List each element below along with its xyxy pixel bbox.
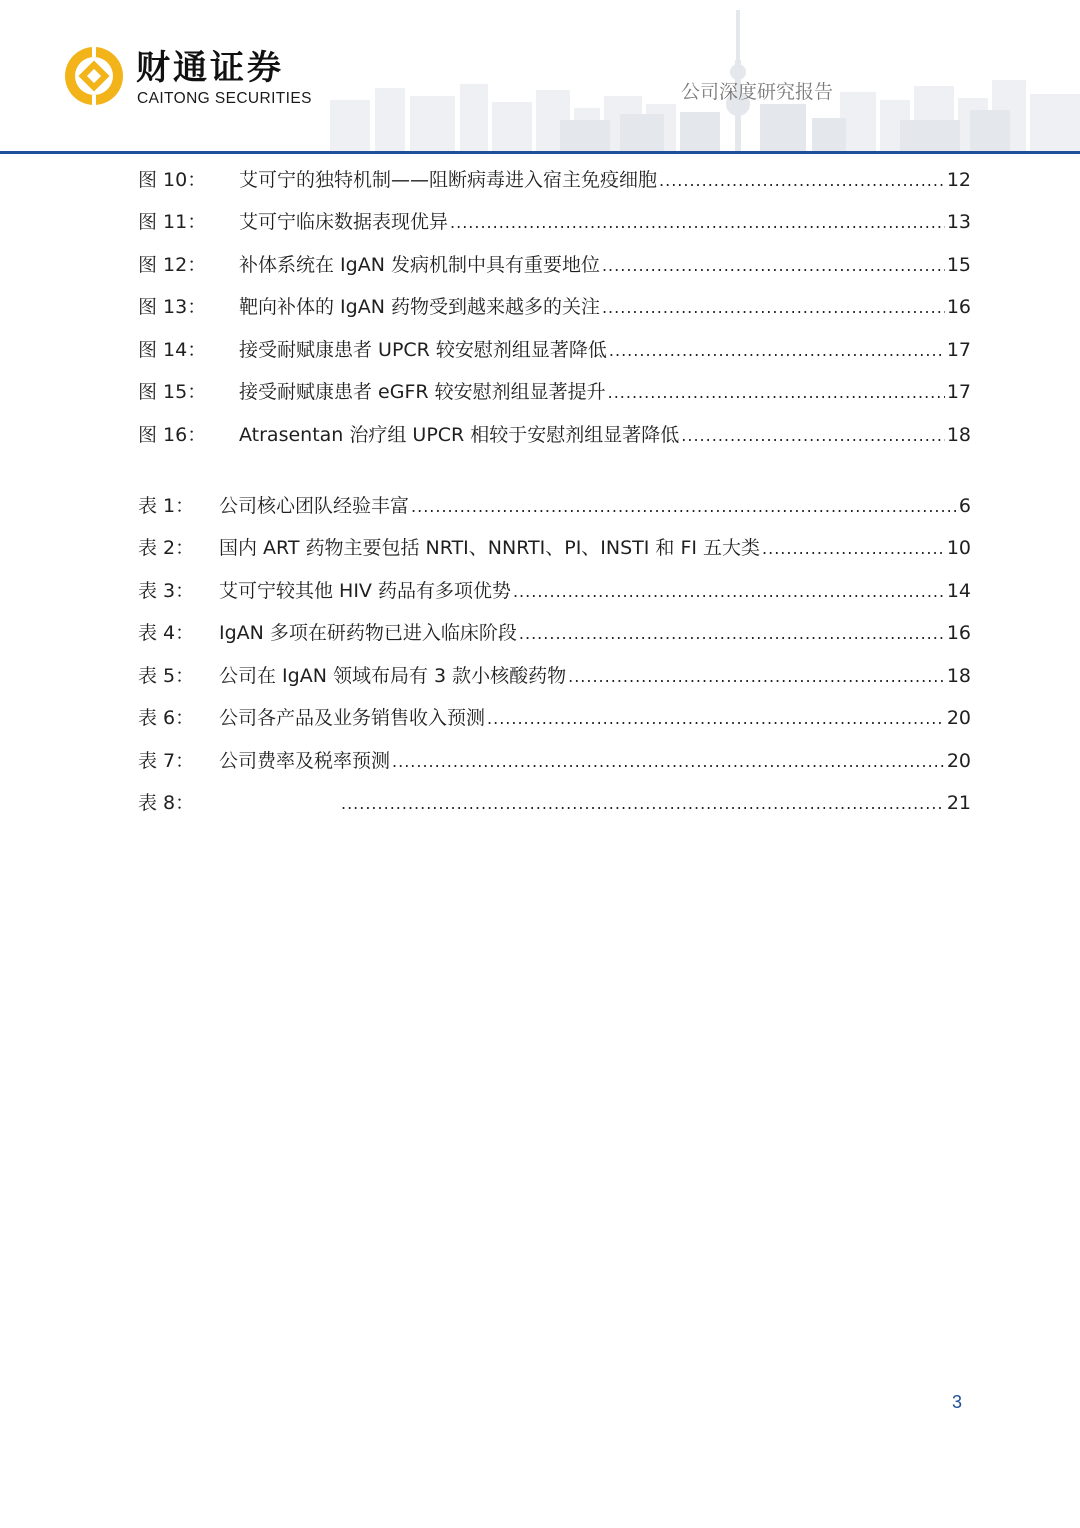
toc-page-number: 18 <box>946 424 971 446</box>
toc-page-number: 17 <box>946 381 971 403</box>
caitong-logo-icon <box>62 44 126 108</box>
toc-label: 图 15： <box>138 381 207 403</box>
toc-label: 图 13： <box>138 296 207 318</box>
toc-page-number: 20 <box>946 707 971 729</box>
toc-page-number: 16 <box>946 296 971 318</box>
dot-leader <box>602 293 945 323</box>
dot-leader <box>392 747 945 777</box>
toc-label: 图 14： <box>138 339 207 361</box>
toc-page-number: 15 <box>946 254 971 276</box>
dot-leader <box>513 577 945 607</box>
header-rule <box>0 151 1080 154</box>
toc-table-entry[interactable] <box>138 618 971 648</box>
dot-leader <box>608 378 945 408</box>
toc-label: 图 12： <box>138 254 207 276</box>
dot-leader <box>681 421 945 451</box>
toc-table-entry[interactable] <box>138 661 971 691</box>
logo-chinese-name: 财通证券 <box>136 48 284 88</box>
toc-figure-entry[interactable] <box>138 377 971 407</box>
toc-title: 艾可宁临床数据表现优异 <box>239 211 449 233</box>
toc-table-entry[interactable] <box>138 703 971 733</box>
toc-page-number: 21 <box>946 792 971 814</box>
dot-leader <box>609 336 945 366</box>
toc-title: 艾可宁较其他 HIV 药品有多项优势 <box>219 580 511 602</box>
toc-label: 图 10： <box>138 169 207 191</box>
toc-title: 接受耐赋康患者 UPCR 较安慰剂组显著降低 <box>239 339 607 361</box>
toc-page-number: 6 <box>958 495 971 517</box>
toc-title: 补体系统在 IgAN 发病机制中具有重要地位 <box>239 254 600 276</box>
dot-leader <box>487 704 945 734</box>
toc-title: 公司各产品及业务销售收入预测 <box>219 707 486 729</box>
dot-leader <box>411 492 957 522</box>
toc-title: 艾可宁的独特机制——阻断病毒进入宿主免疫细胞 <box>239 169 658 191</box>
toc-figure-entry[interactable] <box>138 207 971 237</box>
toc-label: 表 8： <box>138 792 195 814</box>
dot-leader <box>450 208 945 238</box>
dot-leader <box>568 662 945 692</box>
logo-english-name: CAITONG SECURITIES <box>137 90 312 107</box>
toc-table-entry[interactable] <box>138 788 971 818</box>
toc-page-number: 12 <box>946 169 971 191</box>
toc-title: 公司费率及税率预测 <box>219 750 391 772</box>
toc-page-number: 17 <box>946 339 971 361</box>
toc-label: 表 7： <box>138 750 195 772</box>
toc-label: 表 4： <box>138 622 195 644</box>
toc-label: 图 16： <box>138 424 207 446</box>
toc-page-number: 10 <box>946 537 971 559</box>
toc-title: IgAN 多项在研药物已进入临床阶段 <box>219 622 517 644</box>
dot-leader <box>659 166 945 196</box>
toc-table-entry[interactable] <box>138 491 971 521</box>
toc-title: Atrasentan 治疗组 UPCR 相较于安慰剂组显著降低 <box>239 424 680 446</box>
toc-page-number: 14 <box>946 580 971 602</box>
page-header <box>0 0 1080 156</box>
toc-title: 公司核心团队经验丰富 <box>219 495 410 517</box>
toc-label: 表 2： <box>138 537 195 559</box>
toc-title: 接受耐赋康患者 eGFR 较安慰剂组显著提升 <box>239 381 606 403</box>
dot-leader <box>602 251 945 281</box>
dot-leader <box>341 789 945 819</box>
toc-figure-entry[interactable] <box>138 292 971 322</box>
dot-leader <box>762 534 945 564</box>
toc-label: 图 11： <box>138 211 207 233</box>
toc-title: 国内 ART 药物主要包括 NRTI、NNRTI、PI、INSTI 和 FI 五大类 <box>219 537 761 559</box>
toc-label: 表 6： <box>138 707 195 729</box>
toc-table-entry[interactable] <box>138 533 971 563</box>
toc-title: 靶向补体的 IgAN 药物受到越来越多的关注 <box>239 296 600 318</box>
toc-page-number: 16 <box>946 622 971 644</box>
dot-leader <box>519 619 945 649</box>
toc-label: 表 3： <box>138 580 195 602</box>
report-type-label: 公司深度研究报告 <box>681 81 834 103</box>
page-number: 3 <box>951 1392 962 1412</box>
toc-page-number: 13 <box>946 211 971 233</box>
toc-title: 公司在 IgAN 领域布局有 3 款小核酸药物 <box>219 665 567 687</box>
toc-page-number: 18 <box>946 665 971 687</box>
toc-page-number: 20 <box>946 750 971 772</box>
toc-label: 表 1： <box>138 495 195 517</box>
toc-figure-entry[interactable] <box>138 165 971 195</box>
toc-table-entry[interactable] <box>138 746 971 776</box>
toc-figure-entry[interactable] <box>138 335 971 365</box>
toc-figure-entry[interactable] <box>138 250 971 280</box>
toc-figure-entry[interactable] <box>138 420 971 450</box>
toc-label: 表 5： <box>138 665 195 687</box>
toc-table-entry[interactable] <box>138 576 971 606</box>
